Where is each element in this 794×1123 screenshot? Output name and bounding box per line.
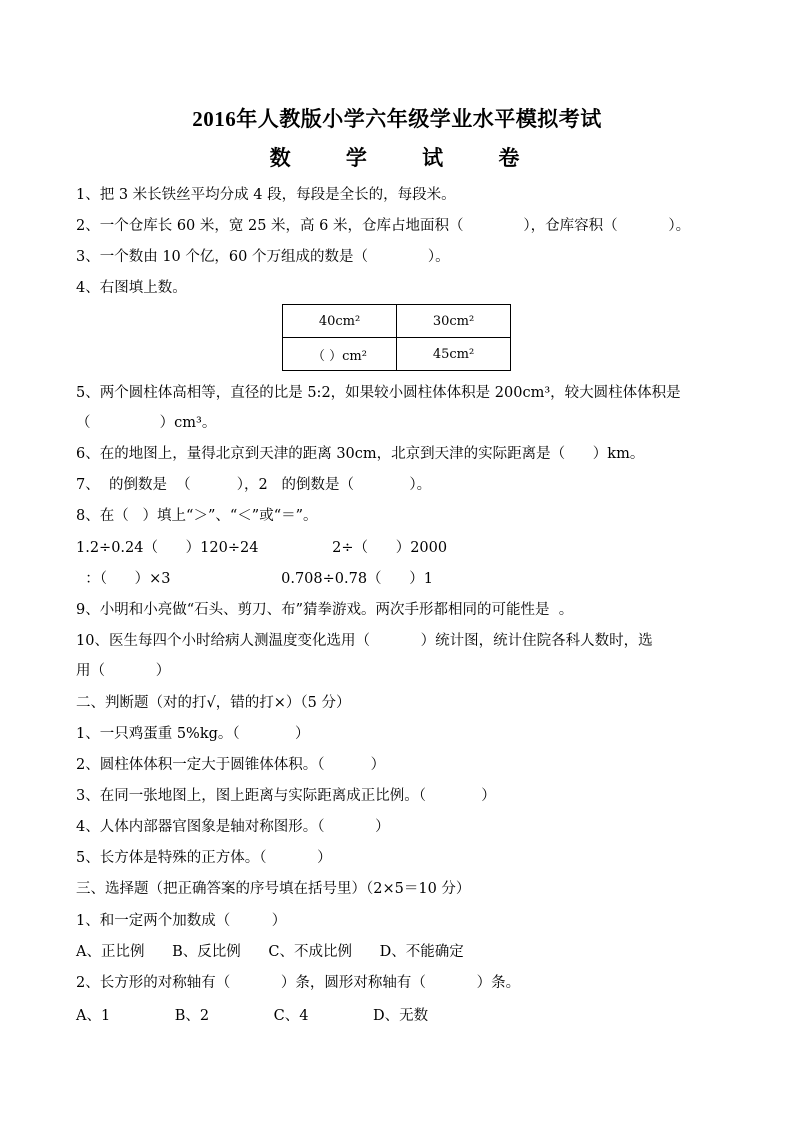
answer-options: A、正比例 B、反比例 C、不成比例 D、不能确定 <box>76 944 464 960</box>
question-line: （ ）cm³。 <box>76 415 217 431</box>
question-line: 1.2÷0.24（ ）120÷24 2÷（ ）2000 <box>76 540 448 556</box>
section-heading: 三、选择题（把正确答案的序号填在括号里）（2×5＝10 分） <box>76 881 471 897</box>
area-table <box>282 304 511 371</box>
question-line: 8、在（ ）填上“＞”、“＜”或“＝”。 <box>76 508 318 524</box>
question-line: ：（ ）×3 0.708÷0.78（ ）1 <box>76 571 433 587</box>
question-line: 1、一只鸡蛋重 5%kg。（ ） <box>76 726 310 742</box>
area-cell: 40cm² <box>283 305 397 338</box>
question-line: 10、医生每四个小时给病人测温度变化选用（ ）统计图，统计住院各科人数时，选 <box>76 633 653 649</box>
question-line: 用（ ） <box>76 663 171 679</box>
question-line: 9、小明和小亮做“石头、剪刀、布”猜拳游戏。两次手形都相同的可能性是 。 <box>76 602 574 618</box>
question-line: 4、右图填上数。 <box>76 280 187 296</box>
question-line: 2、一个仓库长 60 米，宽 25 米，高 6 米，仓库占地面积（ ），仓库容积（ ）。 <box>76 218 691 234</box>
section-heading: 二、判断题（对的打√，错的打×）（5 分） <box>76 695 351 711</box>
question-line: 3、在同一张地图上，图上距离与实际距离成正比例。（ ） <box>76 788 496 804</box>
question-line: 4、人体内部器官图象是轴对称图形。（ ） <box>76 819 390 835</box>
exam-subtitle: 数 学 试 卷 <box>269 146 545 170</box>
question-line: 1、把 3 米长铁丝平均分成 4 段，每段是全长的，每段米。 <box>76 187 456 203</box>
question-line: 2、长方形的对称轴有（ ）条，圆形对称轴有（ ）条。 <box>76 975 521 991</box>
question-line: 2、圆柱体体积一定大于圆锥体体积。（ ） <box>76 757 386 773</box>
answer-options: A、1 B、2 C、4 D、无数 <box>76 1008 429 1024</box>
question-line: 6、在的地图上，量得北京到天津的距离 30cm，北京到天津的实际距离是（ ）km。 <box>76 446 645 462</box>
question-line: 7、 的倒数是 （ ），2 的倒数是（ ）。 <box>76 477 432 493</box>
question-line: 1、和一定两个加数成（ ） <box>76 913 287 929</box>
question-line: 5、两个圆柱体高相等，直径的比是 5:2，如果较小圆柱体体积是 200cm³，较大圆柱体体积是 <box>76 385 681 401</box>
area-cell: 30cm² <box>397 305 511 338</box>
area-cell: 45cm² <box>397 338 511 371</box>
question-line: 5、长方体是特殊的正方体。（ ） <box>76 850 332 866</box>
exam-title: 2016年人教版小学六年级学业水平模拟考试 <box>192 107 602 131</box>
question-line: 3、一个数由 10 个亿，60 个万组成的数是（ ）。 <box>76 249 450 265</box>
area-cell: （ ）cm² <box>283 338 397 371</box>
